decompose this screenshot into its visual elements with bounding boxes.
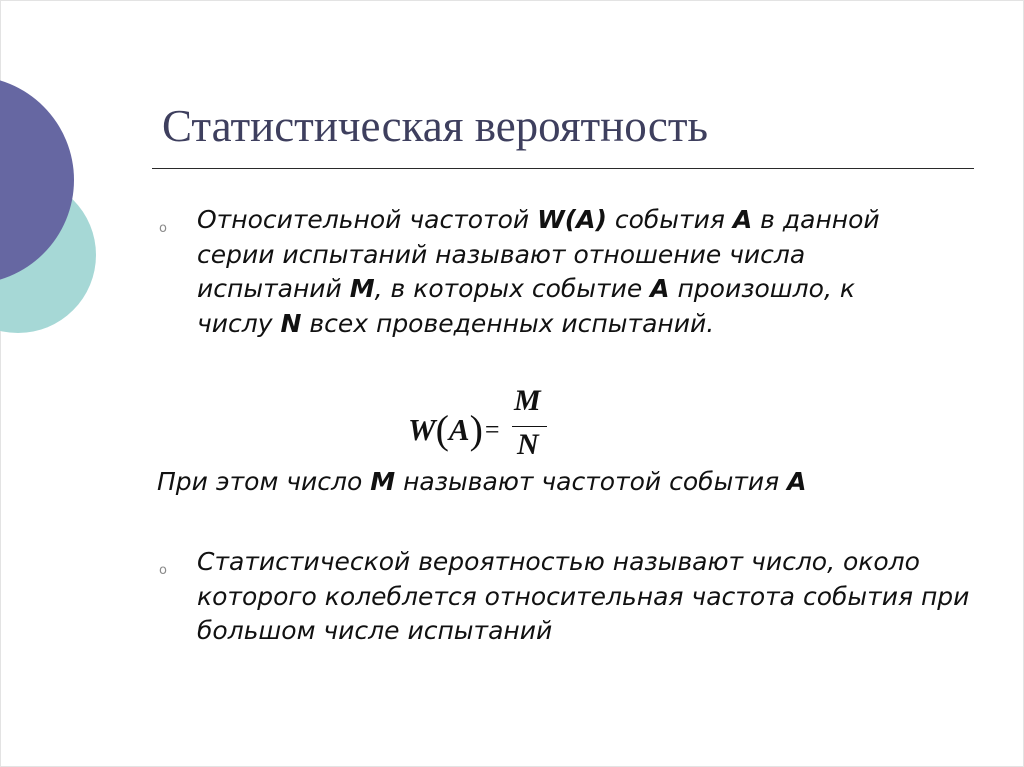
- decorative-circles: [0, 0, 120, 420]
- note-event-a: A: [787, 467, 807, 496]
- bullet-marker: o: [159, 563, 167, 578]
- formula-paren-open: (: [435, 407, 449, 452]
- definition-relative-frequency: [197, 203, 917, 341]
- fraction-bar: [512, 426, 547, 427]
- def1-m: M: [349, 274, 375, 303]
- frequency-note: [157, 465, 957, 500]
- formula-numerator: M: [514, 384, 541, 417]
- note-text: При этом число: [157, 467, 371, 496]
- def1-text: всех проведенных испытаний.: [301, 308, 715, 338]
- def1-text: в данной серии испытаний называют отношение числа испытаний: [197, 205, 880, 303]
- formula-argument: A: [448, 412, 470, 447]
- def1-text: , в которых событие: [374, 274, 651, 303]
- def1-event-a: A: [650, 274, 670, 303]
- def1-text: Относительной частотой: [197, 205, 538, 234]
- def1-text: события: [606, 205, 733, 234]
- title-divider: [152, 168, 974, 169]
- definition-statistical-probability: Статистической вероятностью называют число, около которого колеблется относительная частота события при большом числе испытаний: [197, 547, 970, 645]
- frequency-formula: [404, 380, 564, 472]
- note-m: M: [370, 467, 396, 496]
- def1-event-a: A: [732, 205, 753, 234]
- def1-text: произошло, к числу: [197, 274, 855, 338]
- note-text: называют частотой события: [395, 467, 788, 496]
- slide-title: Статистическая вероятность: [162, 101, 709, 151]
- def1-n: N: [280, 308, 302, 338]
- formula-function: W: [408, 412, 436, 447]
- formula-denominator: N: [517, 428, 539, 461]
- def1-term-wa: W(A): [537, 205, 607, 234]
- formula-equals: =: [484, 415, 500, 444]
- bullet-marker: o: [159, 221, 167, 236]
- formula-lhs: [408, 403, 500, 450]
- formula-paren-close: ): [469, 407, 483, 452]
